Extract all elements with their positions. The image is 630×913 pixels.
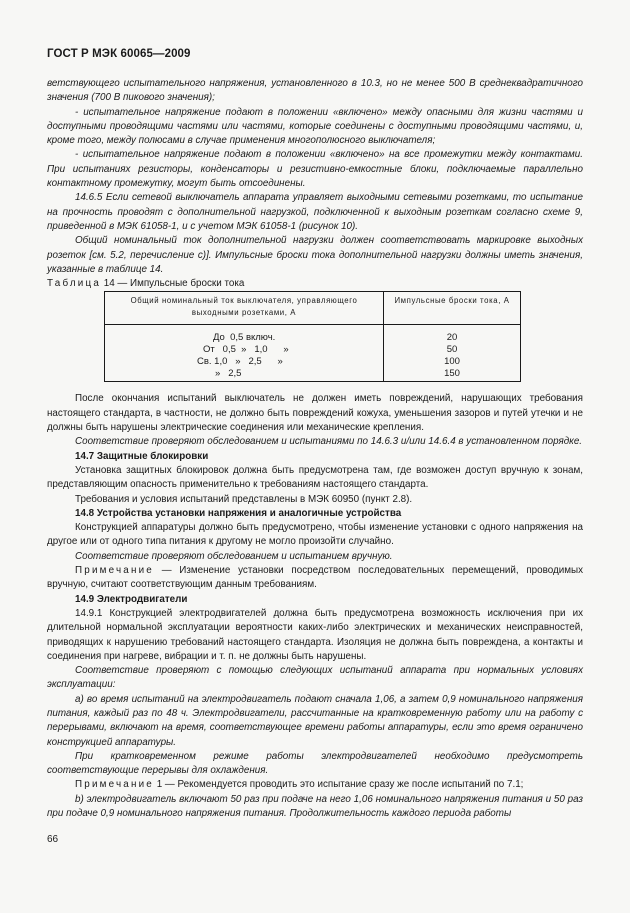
value-line: 100 bbox=[444, 356, 460, 368]
note-word: Примечание bbox=[75, 565, 154, 577]
paragraph: 14.9.1 Конструкцией электродвигателей должна быть предусмотрена возможность исключения при их длительной нормальной эксплуатации вероятности каких-либо электрических и механических неисправностей, приводящих к нарушению требований настоящего стандарта. Изоляция не должна быть повреждена, а контакты и соединения при нагреве, вибрации и т. п. не должны быть нарушены. bbox=[47, 607, 583, 662]
page-number: 66 bbox=[47, 834, 59, 845]
note-word: Примечание bbox=[75, 779, 154, 791]
table-caption-word: Таблица bbox=[47, 278, 101, 290]
note bbox=[47, 564, 583, 593]
paragraph: - испытательное напряжение подают в положении «включено» на все промежутки между контактами. При испытаниях резисторы, конденсаторы и резистивно-емкостные блоки, подключаемые параллельно контактному промежутку, могут быть отсоединены. bbox=[47, 149, 583, 190]
note-text: 1 — Рекомендуется проводить это испытание сразу же после испытаний по 7.1; bbox=[153, 779, 524, 791]
range-line: От 0,5 » 1,0 » bbox=[203, 344, 289, 356]
range-line: Св. 1,0 » 2,5 » bbox=[197, 356, 283, 368]
table-header-row bbox=[105, 292, 521, 325]
table-header-cell: Импульсные броски тока, А bbox=[384, 292, 521, 325]
paragraph: Установка защитных блокировок должна быть предусмотрена там, где возможен доступ вручную к зонам, представляющим опасность применительно к требованиям настоящего стандарта. bbox=[47, 464, 583, 491]
table-caption bbox=[47, 277, 583, 291]
paragraph: b) электродвигатель включают 50 раз при подаче на него 1,06 номинального напряжения питания и 50 раз при подаче 0,9 номинального напряжения питания. Продолжительность каждого периода работы bbox=[47, 793, 583, 820]
table-caption-text: 14 — Импульсные броски тока bbox=[101, 278, 245, 290]
range-line: » 2,5 bbox=[215, 368, 242, 380]
range-line: До 0,5 включ. bbox=[213, 332, 276, 344]
table-cell-values bbox=[384, 325, 521, 382]
paragraph: Требования и условия испытаний представлены в МЭК 60950 (пункт 2.8). bbox=[75, 493, 413, 505]
paragraph: Соответствие проверяют обследованием и испытаниями по 14.6.3 и/или 14.6.4 в установленном порядке. bbox=[75, 436, 583, 448]
table-14 bbox=[104, 291, 521, 382]
paragraph: Конструкцией аппаратуры должно быть предусмотрено, чтобы изменение установки с одного напряжения на другое или от одного типа питания к другому не могло произойти случайно. bbox=[47, 522, 583, 548]
value-line: 20 bbox=[446, 332, 458, 344]
paragraph: ветствующего испытательного напряжения, установленного в 10.3, но не менее 500 В среднеквадратичного значения (700 В пикового значения); bbox=[47, 78, 583, 104]
table-header-cell: Общий номинальный ток выключателя, управляющего выходными розетками, А bbox=[105, 292, 384, 325]
paragraph: После окончания испытаний выключатель не должен иметь повреждений, нарушающих требования настоящего стандарта, в частности, не должно быть повреждений кожуха, уменьшения зазоров и путей утечки и не должны быть нарушены электрические соединения или механические крепления. bbox=[47, 393, 583, 434]
table-cell-ranges bbox=[105, 325, 384, 382]
paragraph: - испытательное напряжение подают в положении «включено» между опасными для жизни частями и доступными проводящими частями или частями, которые соединены с доступными проводящими частями, и, кроме того, между полюсами в случае применения многополюсного выключателя; bbox=[47, 106, 583, 147]
paragraph: Соответствие проверяют с помощью следующих испытаний аппарата при нормальных условиях эксплуатации: bbox=[47, 665, 583, 691]
value-line: 150 bbox=[444, 368, 460, 380]
section-heading: 14.8 Устройства установки напряжения и аналогичные устройства bbox=[75, 507, 402, 519]
value-line: 50 bbox=[446, 344, 458, 356]
note-text: — Изменение установки посредством последовательных перемещений, проводимых вручную, считают соответствующим данным требованиям. bbox=[47, 565, 583, 591]
document-header: ГОСТ Р МЭК 60065—2009 bbox=[47, 48, 191, 60]
table-row bbox=[105, 325, 521, 382]
paragraph: При кратковременном режиме работы электродвигателей необходимо предусмотреть соответствующие перерывы для охлаждения. bbox=[47, 750, 583, 777]
note bbox=[47, 778, 583, 792]
paragraph: Соответствие проверяют обследованием и испытанием вручную. bbox=[75, 550, 393, 562]
paragraph: a) во время испытаний на электродвигатель подают сначала 1,06, а затем 0,9 номинального напряжения питания, каждый раз по 48 ч. Электродвигатели, рассчитанные на кратковременную работу или на работу с перерывами, включают на время, соответствующее времени работы аппаратуры, если это время ограничено конструкцией аппаратуры. bbox=[47, 693, 583, 748]
paragraph: Общий номинальный ток дополнительной нагрузки должен соответствовать маркировке выходных розеток [см. 5.2, перечисление с)]. Импульсные броски тока дополнительной нагрузки должны иметь значения, указанные в таблице 14. bbox=[47, 235, 583, 275]
paragraph: 14.6.5 Если сетевой выключатель аппарата управляет выходными сетевыми розетками, то испытание на прочность проводят с дополнительной нагрузкой, подключенной к выходным розеткам согласно схеме 9, приведенной в МЭК 61058-1, и с учетом МЭК 61058-1 (рисунок 10). bbox=[47, 192, 583, 232]
section-heading: 14.7 Защитные блокировки bbox=[75, 450, 209, 462]
document-body bbox=[47, 77, 583, 821]
section-heading: 14.9 Электродвигатели bbox=[75, 593, 188, 605]
